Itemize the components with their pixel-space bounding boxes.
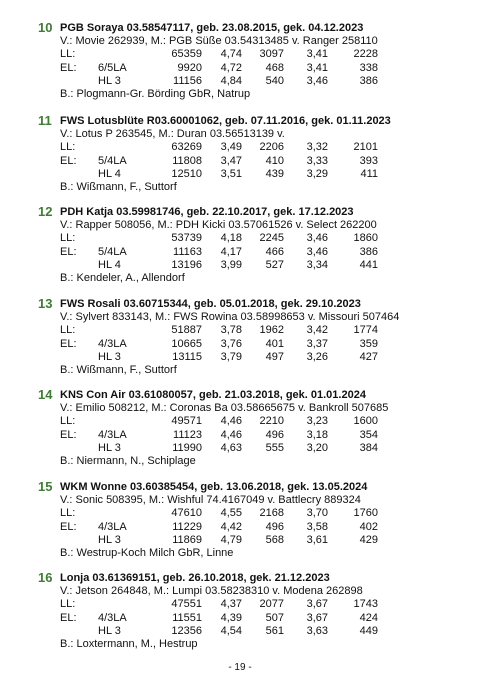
cell-v4: 3,41 [306, 61, 328, 74]
performance-row [40, 259, 460, 272]
cell-v3: 1962 [259, 324, 284, 337]
cell-v3: 540 [265, 74, 284, 87]
cell-v1: 10665 [171, 337, 202, 350]
cow-entry [40, 22, 460, 101]
cell-v1: 9920 [177, 61, 202, 74]
cell-v3: 410 [265, 154, 284, 167]
entry-header [40, 115, 460, 128]
entry-title: FWS Lotusblüte R03.60001062, geb. 07.11.2016, gek. 01.11.2023 [60, 115, 391, 127]
cell-v1: 53739 [171, 232, 202, 245]
cell-v5: 393 [359, 154, 378, 167]
cell-v2: 4,39 [220, 611, 242, 624]
cell-v2: 4,84 [220, 74, 242, 87]
cell-v5: 338 [359, 61, 378, 74]
cell-v2: 3,49 [220, 141, 242, 154]
entry-title: WKM Wonne 03.60385454, geb. 13.06.2018, gek. 13.05.2024 [60, 481, 368, 493]
cell-v2: 4,42 [220, 520, 242, 533]
performance-row [40, 598, 460, 611]
entry-title: KNS Con Air 03.61080057, geb. 21.03.2018, gek. 01.01.2024 [60, 389, 366, 401]
performance-row [40, 155, 460, 168]
entry-breeder: B.: Niermann, N., Schiplage [60, 454, 196, 467]
cell-v5: 1774 [353, 324, 378, 337]
cell-v2: 4,54 [220, 624, 242, 637]
cell-sub: 5/4LA [98, 245, 127, 258]
cell-v3: 401 [265, 337, 284, 350]
cell-v3: 496 [265, 428, 284, 441]
entry-number: 15 [38, 479, 53, 494]
cell-v4: 3,33 [306, 154, 328, 167]
cell-v3: 2206 [259, 141, 284, 154]
performance-row [40, 141, 460, 154]
cell-v1: 13196 [171, 258, 202, 271]
cow-entry [40, 481, 460, 560]
cell-v4: 3,26 [306, 350, 328, 363]
cell-v5: 429 [359, 533, 378, 546]
entry-breeder: B.: Plogmann-Gr. Börding GbR, Natrup [60, 87, 251, 100]
entry-breeder: B.: Wißmann, F., Suttorf [60, 363, 177, 376]
cell-v3: 3097 [259, 48, 284, 61]
cell-v3: 466 [265, 245, 284, 258]
cell-v3: 2077 [259, 598, 284, 611]
cell-v4: 3,46 [306, 74, 328, 87]
cell-v5: 402 [359, 520, 378, 533]
cell-v2: 4,17 [220, 245, 242, 258]
performance-row [40, 415, 460, 428]
cell-v2: 3,99 [220, 258, 242, 271]
cell-v5: 411 [360, 167, 378, 180]
cell-label: LL: [60, 141, 76, 154]
cell-v2: 3,51 [220, 167, 242, 180]
performance-row [40, 168, 460, 181]
cell-label: LL: [60, 598, 76, 611]
entry-pedigree: V.: Lotus P 263545, M.: Duran 03.56513139 v. [60, 128, 285, 141]
cell-v3: 496 [265, 520, 284, 533]
cell-v2: 4,72 [220, 61, 242, 74]
cell-v3: 439 [265, 167, 284, 180]
cell-v3: 497 [265, 350, 284, 363]
performance-row [40, 507, 460, 520]
performance-row [40, 612, 460, 625]
cell-label: EL: [60, 520, 77, 533]
entry-header [40, 298, 460, 311]
entry-title: FWS Rosali 03.60715344, geb. 05.01.2018, gek. 29.10.2023 [60, 298, 361, 310]
cell-v5: 359 [359, 337, 378, 350]
cell-label: EL: [60, 428, 77, 441]
cell-v4: 3,37 [306, 337, 328, 350]
cell-label: LL: [60, 48, 76, 61]
entry-number: 16 [38, 570, 53, 585]
cell-v3: 527 [265, 258, 284, 271]
entry-breeder: B.: Westrup-Koch Milch GbR, Linne [60, 546, 234, 559]
entry-header [40, 22, 460, 35]
performance-row [40, 324, 460, 337]
cell-v5: 2101 [353, 141, 378, 154]
cell-v1: 63269 [171, 141, 202, 154]
cell-sub: HL 3 [98, 350, 121, 363]
entry-breeder: B.: Kendeler, A., Allendorf [60, 271, 185, 284]
cell-v4: 3,32 [306, 141, 328, 154]
cell-v5: 1860 [353, 232, 378, 245]
cell-sub: 4/3LA [98, 428, 127, 441]
entry-pedigree: V.: Rapper 508056, M.: PDH Kicki 03.57061526 v. Select 262200 [60, 219, 377, 232]
cell-v4: 3,70 [306, 507, 328, 520]
cell-sub: HL 4 [98, 258, 121, 271]
cell-v5: 1760 [353, 507, 378, 520]
cell-v4: 3,42 [306, 324, 328, 337]
cell-v1: 13115 [172, 350, 202, 363]
cell-v2: 4,37 [220, 598, 242, 611]
cell-label: EL: [60, 154, 77, 167]
cell-sub: 6/5LA [98, 61, 127, 74]
performance-row [40, 534, 460, 547]
cell-v4: 3,34 [306, 258, 328, 271]
cell-v1: 11163 [173, 245, 202, 258]
cell-v3: 2245 [259, 232, 284, 245]
entry-breeder: B.: Loxtermann, M., Hestrup [60, 637, 198, 650]
cell-sub: HL 3 [98, 441, 121, 454]
cell-v1: 11808 [172, 154, 202, 167]
performance-row [40, 232, 460, 245]
entry-title: PDH Katja 03.59981746, geb. 22.10.2017, gek. 17.12.2023 [60, 206, 354, 218]
cell-v4: 3,23 [306, 415, 328, 428]
cell-label: EL: [60, 611, 77, 624]
cell-v5: 424 [359, 611, 378, 624]
cell-sub: 5/4LA [98, 154, 127, 167]
performance-row [40, 521, 460, 534]
entry-number: 13 [38, 296, 53, 311]
cell-v5: 354 [359, 428, 378, 441]
cell-v2: 4,46 [220, 415, 242, 428]
cell-v1: 11990 [172, 441, 202, 454]
entry-pedigree: V.: Sonic 508395, M.: Wishful 74.4167049 v. Battlecry 889324 [60, 494, 361, 507]
cell-v4: 3,18 [306, 428, 328, 441]
cell-v4: 3,29 [306, 167, 328, 180]
cell-v5: 2228 [353, 48, 378, 61]
cell-v2: 4,46 [220, 428, 242, 441]
cow-entry [40, 298, 460, 377]
performance-row [40, 625, 460, 638]
cell-v1: 51887 [171, 324, 202, 337]
cell-v3: 468 [265, 61, 284, 74]
cow-entry [40, 206, 460, 285]
entry-header [40, 572, 460, 585]
cell-label: EL: [60, 245, 77, 258]
performance-row [40, 246, 460, 259]
cell-v5: 449 [359, 624, 378, 637]
cell-v2: 4,79 [220, 533, 242, 546]
cell-v4: 3,67 [306, 611, 328, 624]
cell-v2: 3,76 [220, 337, 242, 350]
cell-v4: 3,41 [306, 48, 328, 61]
cell-label: LL: [60, 324, 76, 337]
cell-v1: 11229 [172, 520, 202, 533]
entry-number: 11 [38, 113, 52, 128]
entry-number: 12 [38, 204, 53, 219]
cell-v3: 2210 [259, 415, 284, 428]
cell-label: LL: [60, 415, 76, 428]
cell-sub: 4/3LA [98, 611, 127, 624]
entry-breeder: B.: Wißmann, F., Suttorf [60, 180, 177, 193]
performance-row [40, 429, 460, 442]
cell-v2: 4,18 [220, 232, 242, 245]
entry-number: 14 [38, 387, 53, 402]
cell-v3: 555 [265, 441, 284, 454]
cell-v4: 3,58 [306, 520, 328, 533]
cell-v4: 3,61 [306, 533, 328, 546]
cell-label: LL: [60, 232, 76, 245]
cell-label: EL: [60, 337, 77, 350]
cell-label: EL: [60, 61, 77, 74]
cell-v4: 3,46 [306, 245, 328, 258]
performance-row [40, 75, 460, 88]
cell-v5: 386 [359, 245, 378, 258]
cow-entry [40, 389, 460, 468]
cell-v5: 1600 [353, 415, 378, 428]
performance-row [40, 62, 460, 75]
entry-pedigree: V.: Emilio 508212, M.: Coronas Ba 03.58665675 v. Bankroll 507685 [60, 402, 389, 415]
cell-v2: 3,78 [220, 324, 242, 337]
entry-header [40, 206, 460, 219]
cell-sub: HL 3 [98, 74, 121, 87]
entry-pedigree: V.: Movie 262939, M.: PGB Süße 03.54313485 v. Ranger 258110 [60, 35, 378, 48]
cell-v5: 384 [359, 441, 378, 454]
cell-v1: 47610 [171, 507, 202, 520]
entry-header [40, 389, 460, 402]
cell-v5: 386 [359, 74, 378, 87]
cell-v4: 3,46 [306, 232, 328, 245]
entry-header [40, 481, 460, 494]
cell-v1: 11551 [172, 611, 202, 624]
cell-v4: 3,67 [306, 598, 328, 611]
entry-title: PGB Soraya 03.58547117, geb. 23.08.2015, gek. 04.12.2023 [60, 22, 364, 34]
entry-pedigree: V.: Jetson 264848, M.: Lumpi 03.58238310 v. Modena 262898 [60, 585, 363, 598]
page-number: - 19 - [228, 662, 252, 673]
cow-entry [40, 115, 460, 194]
cell-label: LL: [60, 507, 76, 520]
performance-row [40, 338, 460, 351]
cell-sub: 4/3LA [98, 337, 127, 350]
entry-number: 10 [38, 20, 53, 35]
entry-pedigree: V.: Sylvert 833143, M.: FWS Rowina 03.58998653 v. Missouri 507464 [60, 311, 400, 324]
cell-v1: 11869 [172, 533, 202, 546]
cell-v1: 12510 [171, 167, 202, 180]
cell-v3: 507 [265, 611, 284, 624]
cell-v1: 65359 [171, 48, 202, 61]
cell-v2: 3,47 [220, 154, 242, 167]
cell-v1: 49571 [171, 415, 202, 428]
cell-v3: 568 [265, 533, 284, 546]
cell-v3: 2168 [259, 507, 284, 520]
cell-v1: 12356 [171, 624, 202, 637]
cell-v5: 427 [359, 350, 378, 363]
cell-v2: 4,63 [220, 441, 242, 454]
performance-row [40, 442, 460, 455]
cell-v5: 1743 [353, 598, 378, 611]
cow-entry [40, 572, 460, 651]
cell-sub: 4/3LA [98, 520, 127, 533]
cell-v2: 3,79 [220, 350, 242, 363]
cell-v2: 4,74 [220, 48, 242, 61]
cell-v5: 441 [359, 258, 378, 271]
performance-row [40, 48, 460, 61]
cell-sub: HL 3 [98, 533, 121, 546]
cell-v1: 47551 [171, 598, 202, 611]
cell-v1: 11156 [173, 74, 202, 87]
performance-row [40, 351, 460, 364]
cell-v2: 4,55 [220, 507, 242, 520]
cell-v4: 3,63 [306, 624, 328, 637]
cell-v3: 561 [265, 624, 284, 637]
cell-v1: 11123 [173, 428, 202, 441]
cell-v4: 3,20 [306, 441, 328, 454]
entry-title: Lonja 03.61369151, geb. 26.10.2018, gek. 21.12.2023 [60, 572, 330, 584]
cell-sub: HL 3 [98, 624, 121, 637]
cell-sub: HL 4 [98, 167, 121, 180]
